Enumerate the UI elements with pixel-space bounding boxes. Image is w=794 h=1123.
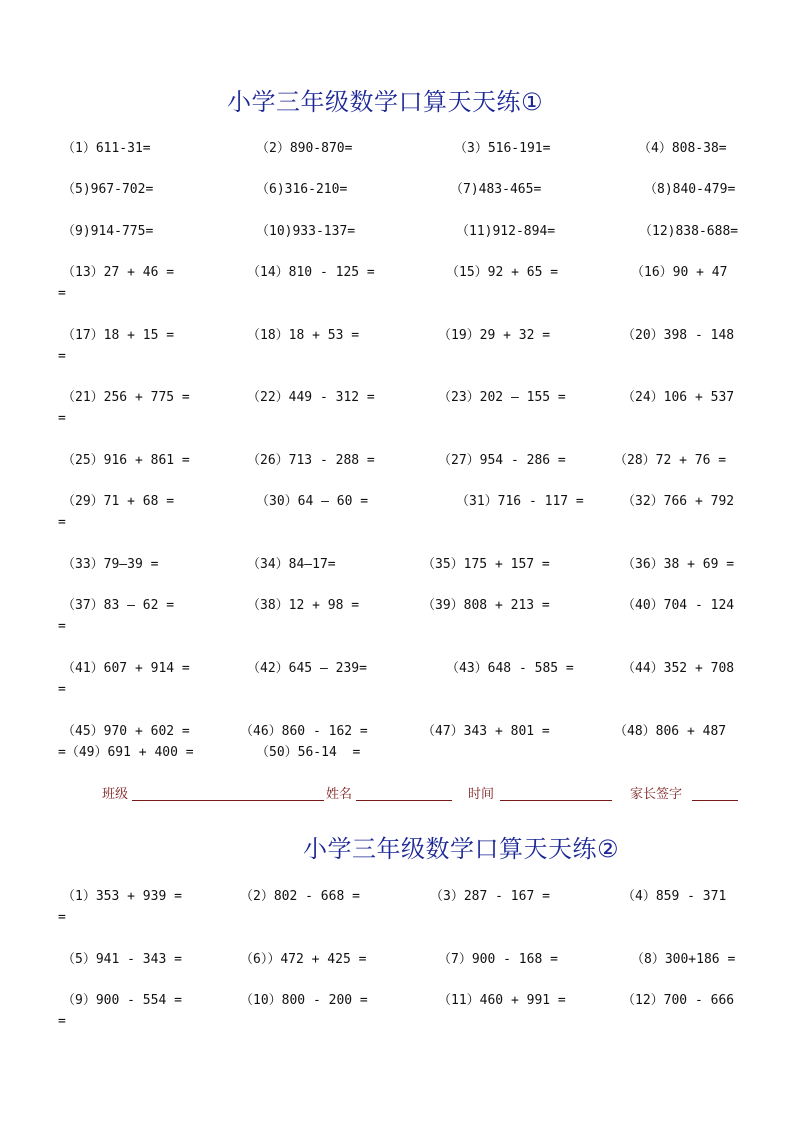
problem-13: （13）27 + 46 = bbox=[62, 265, 175, 280]
problem-row bbox=[0, 181, 794, 205]
problem-47: （47）343 + 801 = bbox=[422, 724, 550, 739]
problem-7: （7)483-465= bbox=[450, 182, 542, 197]
problem-46: （46）860 - 162 = bbox=[240, 724, 368, 739]
class-blank[interactable] bbox=[132, 800, 324, 801]
problem-2-6: （6））472 + 425 = bbox=[240, 952, 367, 967]
problem-27: （27）954 - 286 = bbox=[438, 453, 566, 468]
problem-22: （22）449 - 312 = bbox=[247, 390, 375, 405]
answer-continuation bbox=[0, 410, 794, 434]
problem-36: （36）38 + 69 = bbox=[622, 557, 735, 572]
problem-43: （43）648 - 585 = bbox=[446, 661, 574, 676]
problem-2-10: （10）800 - 200 = bbox=[240, 993, 368, 1008]
answer-continuation bbox=[0, 909, 794, 933]
problem-10: （10)933-137= bbox=[256, 224, 356, 239]
problem-28: （28）72 + 76 = bbox=[614, 453, 727, 468]
problem-42: （42）645 — 239= bbox=[247, 661, 367, 676]
problem-row bbox=[0, 223, 794, 247]
problem-32: （32）766 + 792 bbox=[622, 494, 735, 509]
problem-38: （38）12 + 98 = bbox=[247, 598, 360, 613]
problem-row bbox=[0, 951, 794, 975]
problem-2-12: （12）700 - 666 bbox=[622, 993, 735, 1008]
problem-23: （23）202 – 155 = bbox=[438, 390, 566, 405]
problem-33: （33）79—39 = bbox=[62, 557, 159, 572]
signature-line bbox=[0, 783, 794, 807]
problem-9: （9)914-775= bbox=[62, 224, 154, 239]
problem-44: （44）352 + 708 bbox=[622, 661, 735, 676]
problem-2-3: （3）287 - 167 = bbox=[430, 889, 550, 904]
problem-2: （2）890-870= bbox=[256, 141, 353, 156]
equals-sign: = bbox=[58, 286, 66, 301]
problem-2-1: （1）353 + 939 = bbox=[62, 889, 182, 904]
problem-49: =（49）691 + 400 = bbox=[58, 745, 194, 760]
problem-2-9: （9）900 - 554 = bbox=[62, 993, 182, 1008]
problem-2-7: （7）900 - 168 = bbox=[438, 952, 558, 967]
answer-continuation bbox=[0, 681, 794, 705]
problem-48: （48）806 + 487 bbox=[614, 724, 727, 739]
name-label: 姓名 bbox=[326, 787, 353, 802]
problem-14: （14）810 - 125 = bbox=[247, 265, 375, 280]
problem-2-2: （2）802 - 668 = bbox=[240, 889, 360, 904]
problem-1: （1）611-31= bbox=[62, 141, 151, 156]
problem-8: （8)840-479= bbox=[644, 182, 736, 197]
problem-35: （35）175 + 157 = bbox=[422, 557, 550, 572]
time-blank[interactable] bbox=[500, 800, 612, 801]
class-label: 班级 bbox=[102, 787, 129, 802]
problem-31: （31）716 - 117 = bbox=[456, 494, 584, 509]
problem-40: （40）704 - 124 bbox=[622, 598, 735, 613]
answer-continuation bbox=[0, 514, 794, 538]
answer-continuation bbox=[0, 348, 794, 372]
answer-continuation bbox=[0, 618, 794, 642]
problem-row bbox=[0, 556, 794, 580]
answer-continuation bbox=[0, 1013, 794, 1037]
problem-21: （21）256 + 775 = bbox=[62, 390, 190, 405]
answer-continuation bbox=[0, 285, 794, 309]
problem-25: （25）916 + 861 = bbox=[62, 453, 190, 468]
problem-2-5: （5）941 - 343 = bbox=[62, 952, 182, 967]
worksheet-title-1: 小学三年级数学口算天天练① bbox=[227, 88, 544, 116]
problem-3: （3）516-191= bbox=[454, 141, 551, 156]
problem-17: （17）18 + 15 = bbox=[62, 328, 175, 343]
problem-26: （26）713 - 288 = bbox=[247, 453, 375, 468]
time-label: 时间 bbox=[468, 787, 495, 802]
problem-39: （39）808 + 213 = bbox=[422, 598, 550, 613]
problem-4: （4）808-38= bbox=[638, 141, 727, 156]
problem-18: （18）18 + 53 = bbox=[247, 328, 360, 343]
problem-41: （41）607 + 914 = bbox=[62, 661, 190, 676]
problem-2-4: （4）859 - 371 bbox=[622, 889, 727, 904]
problem-24: （24）106 + 537 bbox=[622, 390, 735, 405]
equals-sign: = bbox=[58, 411, 66, 426]
problem-29: （29）71 + 68 = bbox=[62, 494, 175, 509]
problem-19: （19）29 + 32 = bbox=[438, 328, 551, 343]
parent-signature-label: 家长签字 bbox=[630, 787, 683, 802]
problem-5: （5)967-702= bbox=[62, 182, 154, 197]
problem-50: （50）56-14 = bbox=[256, 745, 361, 760]
problem-12: （12)838-688= bbox=[639, 224, 739, 239]
problem-row bbox=[0, 744, 794, 768]
equals-sign: = bbox=[58, 682, 66, 697]
problem-34: （34）84—17= bbox=[247, 557, 336, 572]
name-blank[interactable] bbox=[356, 800, 452, 801]
problem-2-11: （11）460 + 991 = bbox=[438, 993, 566, 1008]
parent-signature-blank[interactable] bbox=[692, 800, 738, 801]
problem-row bbox=[0, 140, 794, 164]
problem-11: （11)912-894= bbox=[456, 224, 556, 239]
problem-37: （37）83 — 62 = bbox=[62, 598, 175, 613]
equals-sign: = bbox=[58, 349, 66, 364]
equals-sign: = bbox=[58, 1014, 66, 1029]
problem-30: （30）64 — 60 = bbox=[256, 494, 369, 509]
problem-45: （45）970 + 602 = bbox=[62, 724, 190, 739]
problem-15: （15）92 + 65 = bbox=[446, 265, 559, 280]
problem-16: （16）90 + 47 bbox=[631, 265, 728, 280]
problem-row bbox=[0, 452, 794, 476]
equals-sign: = bbox=[58, 619, 66, 634]
problem-20: （20）398 - 148 bbox=[622, 328, 735, 343]
problem-6: （6)316-210= bbox=[256, 182, 348, 197]
worksheet-title-2: 小学三年级数学口算天天练② bbox=[303, 835, 620, 863]
equals-sign: = bbox=[58, 515, 66, 530]
problem-2-8: （8）300+186 = bbox=[631, 952, 736, 967]
equals-sign: = bbox=[58, 910, 66, 925]
